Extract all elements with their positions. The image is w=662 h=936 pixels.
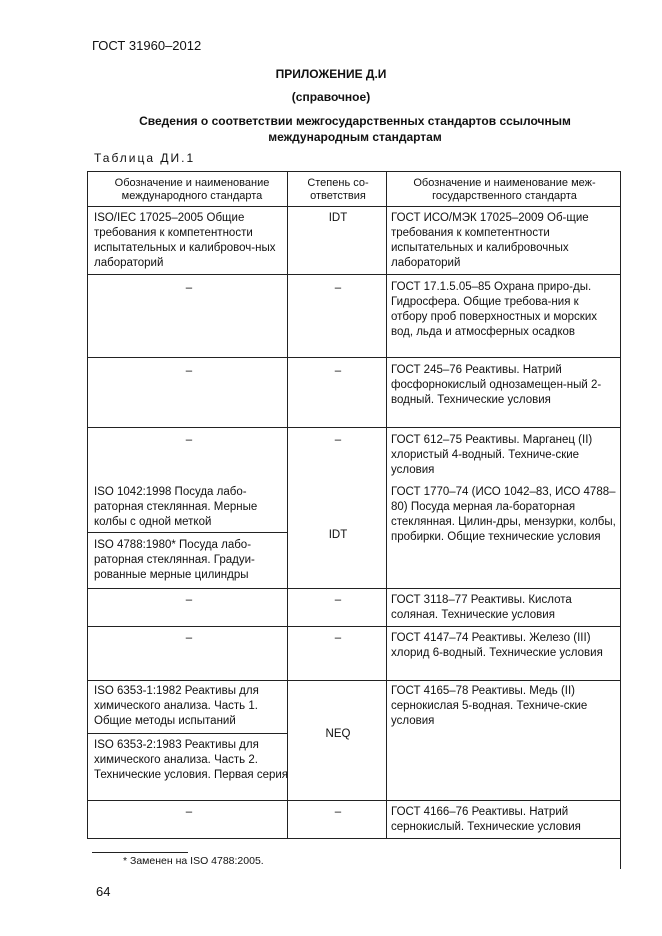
cell-interstate-3: ГОСТ 245–76 Реактивы. Натрий фосфорнокислый однозамещен-ный 2-водный. Технические условия <box>391 364 602 406</box>
column-rule <box>386 171 387 838</box>
cell-interstate-1: ГОСТ ИСО/МЭК 17025–2009 Об-щие требования к компетентности испытательных и калибровочных лабораторий <box>391 212 589 269</box>
row-rule <box>87 680 621 681</box>
cell-international-3: – <box>185 365 193 377</box>
cell-international-10: ISO 6353-2:1983 Реактивы для химического анализа. Часть 2. Технические условия. Первая серия <box>94 739 289 781</box>
row-rule <box>87 427 621 428</box>
row-rule <box>87 733 287 734</box>
cell-interstate-2: ГОСТ 17.1.5.05–85 Охрана приро-ды. Гидросфера. Общие требова-ния к отбору проб поверхностных и морских вод, льда и атмосферных осадков <box>391 281 598 338</box>
cell-interstate-6: ГОСТ 3118–77 Реактивы. Кислота соляная. Технические условия <box>391 594 572 621</box>
table-border-top <box>87 171 621 172</box>
cell-interstate-9: ГОСТ 4166–76 Реактивы. Натрий сернокислый. Технические условия <box>391 806 581 833</box>
header-cell-degree: Степень со-ответствия <box>307 177 369 202</box>
appendix-heading: Сведения о соответствии межгосударственных стандартов ссылочным международным стандартам <box>139 114 571 144</box>
header-cell-interstate: Обозначение и наименование меж-государственного стандарта <box>413 177 596 202</box>
doc-code: ГОСТ 31960–2012 <box>92 38 202 53</box>
appendix-subtitle: (справочное) <box>291 90 371 104</box>
cell-degree-5: IDT <box>328 529 348 541</box>
row-rule <box>87 838 621 839</box>
table-border-left <box>87 171 88 838</box>
cell-international-11: – <box>185 806 193 818</box>
cell-interstate-4: ГОСТ 612–75 Реактивы. Марганец (II) хлористый 4-водный. Техниче-ские условия <box>391 434 593 476</box>
page-number: 64 <box>96 884 111 899</box>
cell-international-2: – <box>185 282 193 294</box>
cell-degree-6: – <box>334 594 342 606</box>
cell-degree-8: NEQ <box>325 728 351 740</box>
header-cell-international: Обозначение и наименование международного стандарта <box>114 177 270 202</box>
table-caption: Таблица ДИ.1 <box>94 151 196 165</box>
cell-international-4: – <box>185 434 193 446</box>
row-rule <box>87 626 621 627</box>
cell-degree-2: – <box>334 282 342 294</box>
row-rule <box>87 357 621 358</box>
row-rule <box>87 532 287 533</box>
footnote-rule <box>92 852 188 853</box>
cell-interstate-7: ГОСТ 4147–74 Реактивы. Железо (III) хлорид 6-водный. Технические условия <box>391 632 603 659</box>
appendix-title: ПРИЛОЖЕНИЕ Д.И <box>275 67 387 81</box>
cell-degree-4: – <box>334 434 342 446</box>
cell-degree-1: IDT <box>328 212 348 224</box>
cell-international-1: ISO/IEC 17025–2005 Общие требования к компетентности испытательных и калибровоч-ных лабораторий <box>94 212 276 269</box>
cell-international-7: – <box>185 594 193 606</box>
footnote: * Заменен на ISO 4788:2005. <box>123 855 264 867</box>
row-rule <box>87 274 621 275</box>
cell-international-9: ISO 6353-1:1982 Реактивы для химического анализа. Часть 1. Общие методы испытаний <box>94 685 259 727</box>
cell-international-8: – <box>185 632 193 644</box>
cell-international-5: ISO 1042:1998 Посуда лабо-раторная стеклянная. Мерные колбы с одной меткой <box>94 486 258 528</box>
cell-degree-9: – <box>334 806 342 818</box>
cell-degree-7: – <box>334 632 342 644</box>
row-rule <box>87 800 621 801</box>
row-rule <box>87 588 621 589</box>
cell-degree-3: – <box>334 365 342 377</box>
header-bottom-rule <box>87 206 621 207</box>
cell-international-6: ISO 4788:1980* Посуда лабо-раторная стеклянная. Градуи-рованные мерные цилиндры <box>94 539 255 581</box>
cell-interstate-5: ГОСТ 1770–74 (ИСО 1042–83, ИСО 4788–80) Посуда мерная ла-бораторная стеклянная. Цилин-дры, мензурки, колбы, пробирки. Общие технические условия <box>391 486 616 543</box>
table-border-right <box>620 171 621 869</box>
cell-interstate-8: ГОСТ 4165–78 Реактивы. Медь (II) сернокислая 5-водная. Техниче-ские условия <box>391 685 588 727</box>
